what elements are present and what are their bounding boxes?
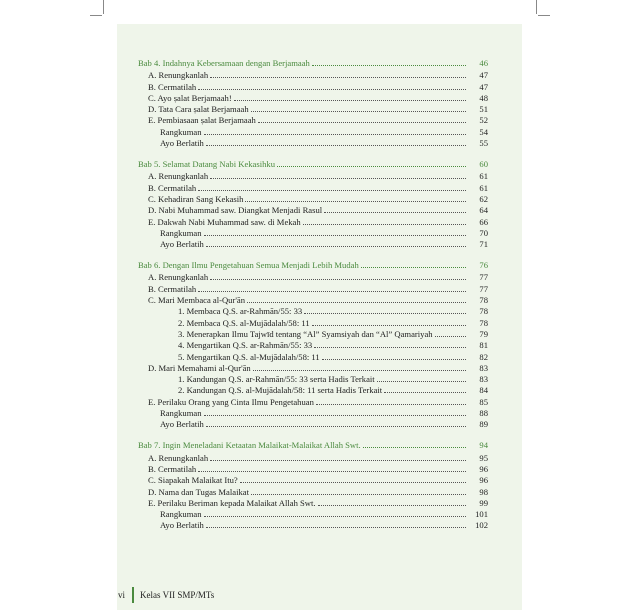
toc-entry bbox=[138, 385, 488, 396]
toc-entry bbox=[138, 351, 488, 362]
toc-entry bbox=[138, 374, 488, 385]
entry-label: C. Mari Membaca al-Qur'ān bbox=[148, 295, 245, 306]
entry-label: E. Perilaku Orang yang Cinta Ilmu Pengetahuan bbox=[148, 396, 314, 407]
dot-leader bbox=[210, 178, 466, 179]
entry-label: 4. Mengartikan Q.S. ar-Rahmān/55: 33 bbox=[178, 340, 313, 351]
page-number: 52 bbox=[479, 115, 488, 126]
dot-leader bbox=[204, 134, 466, 135]
dot-leader bbox=[198, 89, 466, 90]
toc-entry bbox=[138, 363, 488, 374]
page-number: 79 bbox=[479, 328, 488, 339]
page-number: 48 bbox=[479, 92, 488, 103]
toc-entry bbox=[138, 272, 488, 283]
dot-leader bbox=[206, 246, 466, 247]
toc-entry bbox=[138, 498, 488, 509]
toc-entry bbox=[138, 295, 488, 306]
entry-label: E. Pembiasaan ṣalat Berjamaah bbox=[148, 115, 256, 126]
toc-entry bbox=[138, 239, 488, 250]
toc-entry bbox=[138, 329, 488, 340]
toc-entry bbox=[138, 205, 488, 216]
dot-leader bbox=[204, 415, 466, 416]
page-number: 84 bbox=[479, 385, 488, 396]
page-number: 61 bbox=[479, 182, 488, 193]
page-number: 62 bbox=[479, 193, 488, 204]
toc-entry bbox=[138, 486, 488, 497]
page-number: 77 bbox=[479, 272, 488, 283]
dot-leader bbox=[234, 100, 466, 101]
toc-entry bbox=[138, 182, 488, 193]
entry-label: E. Dakwah Nabi Muhammad saw. di Mekah bbox=[148, 216, 301, 227]
toc-entry bbox=[138, 452, 488, 463]
dot-leader bbox=[251, 111, 466, 112]
chapter-title-row bbox=[138, 440, 488, 451]
dot-leader bbox=[247, 302, 466, 303]
entry-label: 3. Menerapkan Ilmu Tajwīd tentang “Al” Syamsiyah dan “Al” Qamariyah bbox=[178, 328, 433, 339]
page-number: 82 bbox=[479, 351, 488, 362]
page-number: 77 bbox=[479, 283, 488, 294]
dot-leader bbox=[303, 224, 466, 225]
toc-entry bbox=[138, 126, 488, 137]
page-number: 47 bbox=[479, 70, 488, 81]
toc-entry bbox=[138, 317, 488, 328]
dot-leader bbox=[312, 65, 466, 66]
chapter-title: Bab 4. Indahnya Kebersamaan dengan Berjamaah bbox=[138, 58, 310, 68]
entry-label: A. Renungkanlah bbox=[148, 171, 209, 182]
entry-label: Rangkuman bbox=[160, 408, 202, 419]
toc-entry bbox=[138, 228, 488, 239]
entry-label: Rangkuman bbox=[160, 126, 202, 137]
toc-entry bbox=[138, 115, 488, 126]
crop-mark bbox=[103, 0, 104, 14]
dot-leader bbox=[316, 404, 466, 405]
dot-leader bbox=[198, 291, 466, 292]
entry-label: B. Cermatilah bbox=[148, 283, 197, 294]
entry-label: 5. Mengartikan Q.S. al-Mujādalah/58: 11 bbox=[178, 351, 320, 362]
dot-leader bbox=[312, 325, 466, 326]
dot-leader bbox=[324, 212, 466, 213]
toc-entry bbox=[138, 104, 488, 115]
page-number: 51 bbox=[479, 104, 488, 115]
page-number: 102 bbox=[475, 520, 488, 531]
dot-leader bbox=[204, 516, 466, 517]
dot-leader bbox=[314, 347, 466, 348]
dot-leader bbox=[204, 235, 466, 236]
dot-leader bbox=[245, 201, 466, 202]
entry-label: D. Nama dan Tugas Malaikat bbox=[148, 486, 249, 497]
page-number: 64 bbox=[479, 205, 488, 216]
toc-entry bbox=[138, 306, 488, 317]
page-number: 47 bbox=[479, 81, 488, 92]
entry-label: B. Cermatilah bbox=[148, 463, 197, 474]
page-number: 54 bbox=[479, 126, 488, 137]
entry-label: D. Tata Cara ṣalat Berjamaah bbox=[148, 104, 249, 115]
crop-mark bbox=[536, 0, 537, 14]
dot-leader bbox=[198, 190, 466, 191]
crop-mark bbox=[90, 15, 102, 16]
page-number: 55 bbox=[479, 138, 488, 149]
entry-label: C. Kehadiran Sang Kekasih bbox=[148, 193, 244, 204]
toc-entry bbox=[138, 419, 488, 430]
dot-leader bbox=[377, 381, 466, 382]
crop-mark bbox=[538, 15, 550, 16]
entry-label: A. Renungkanlah bbox=[148, 272, 209, 283]
page-footer bbox=[118, 585, 214, 605]
toc-entry bbox=[138, 509, 488, 520]
dot-leader bbox=[206, 527, 466, 528]
dot-leader bbox=[253, 370, 466, 371]
toc-entry bbox=[138, 408, 488, 419]
chapter-4 bbox=[138, 58, 488, 149]
page-number: 76 bbox=[479, 260, 488, 271]
chapter-title-row bbox=[138, 58, 488, 69]
dot-leader bbox=[206, 426, 466, 427]
dot-leader bbox=[384, 392, 466, 393]
page-number: 61 bbox=[479, 171, 488, 182]
page-number: 70 bbox=[479, 227, 488, 238]
dot-leader bbox=[322, 359, 466, 360]
toc-entry bbox=[138, 70, 488, 81]
page-number: 66 bbox=[479, 216, 488, 227]
dot-leader bbox=[361, 267, 466, 268]
dot-leader bbox=[210, 460, 466, 461]
page-number: 78 bbox=[479, 317, 488, 328]
page-number: 83 bbox=[479, 362, 488, 373]
toc-entry bbox=[138, 216, 488, 227]
page-number: 96 bbox=[479, 463, 488, 474]
dot-leader bbox=[363, 447, 466, 448]
table-of-contents bbox=[138, 58, 488, 541]
dot-leader bbox=[304, 313, 466, 314]
page-number: 89 bbox=[479, 419, 488, 430]
entry-label: A. Renungkanlah bbox=[148, 452, 209, 463]
toc-entry bbox=[138, 283, 488, 294]
entry-label: Ayo Berlatih bbox=[160, 419, 204, 430]
toc-entry bbox=[138, 396, 488, 407]
footer-divider bbox=[132, 587, 134, 603]
toc-entry bbox=[138, 81, 488, 92]
chapter-6 bbox=[138, 260, 488, 430]
chapter-title: Bab 5. Selamat Datang Nabi Kekasihku bbox=[138, 159, 275, 170]
toc-entry bbox=[138, 93, 488, 104]
entry-label: Ayo Berlatih bbox=[160, 239, 204, 250]
entry-label: 1. Kandungan Q.S. ar-Rahmān/55: 33 serta Hadis Terkait bbox=[178, 374, 375, 385]
entry-label: C. Siapakah Malaikat Itu? bbox=[148, 475, 238, 486]
page-number: 85 bbox=[479, 396, 488, 407]
dot-leader bbox=[251, 494, 466, 495]
entry-label: 2. Kandungan Q.S. al-Mujādalah/58: 11 serta Hadis Terkait bbox=[178, 385, 383, 396]
entry-label: 2. Membaca Q.S. al-Mujādalah/58: 11 bbox=[178, 317, 310, 328]
footer-page-number: vi bbox=[118, 590, 126, 600]
chapter-5 bbox=[138, 159, 488, 250]
page-number: 94 bbox=[479, 440, 488, 451]
page-number: 88 bbox=[479, 408, 488, 419]
dot-leader bbox=[210, 77, 466, 78]
entry-label: B. Cermatilah bbox=[148, 182, 197, 193]
page-number: 95 bbox=[479, 452, 488, 463]
entry-label: D. Nabi Muhammad saw. Diangkat Menjadi Rasul bbox=[148, 205, 323, 216]
chapter-title-row bbox=[138, 260, 488, 271]
entry-label: D. Mari Memahami al-Qur'ān bbox=[148, 362, 251, 373]
toc-entry bbox=[138, 138, 488, 149]
dot-leader bbox=[210, 279, 466, 280]
page-number: 99 bbox=[479, 497, 488, 508]
chapter-title: Bab 6. Dengan Ilmu Pengetahuan Semua Menjadi Lebih Mudah bbox=[138, 260, 359, 271]
toc-entry bbox=[138, 464, 488, 475]
page-number: 101 bbox=[475, 509, 488, 520]
entry-label: B. Cermatilah bbox=[148, 81, 197, 92]
footer-book-label: Kelas VII SMP/MTs bbox=[140, 590, 215, 600]
entry-label: E. Perilaku Beriman kepada Malaikat Allah Swt. bbox=[148, 497, 316, 508]
entry-label: C. Ayo ṣalat Berjamaah! bbox=[148, 92, 232, 103]
toc-entry bbox=[138, 340, 488, 351]
entry-label: Rangkuman bbox=[160, 509, 202, 520]
dot-leader bbox=[240, 482, 466, 483]
dot-leader bbox=[198, 471, 466, 472]
toc-entry bbox=[138, 475, 488, 486]
page-number: 96 bbox=[479, 475, 488, 486]
page-number: 81 bbox=[479, 340, 488, 351]
chapter-7 bbox=[138, 440, 488, 531]
entry-label: Ayo Berlatih bbox=[160, 520, 204, 531]
dot-leader bbox=[206, 145, 466, 146]
dot-leader bbox=[318, 505, 466, 506]
page-number: 60 bbox=[479, 159, 488, 170]
toc-entry bbox=[138, 520, 488, 531]
dot-leader bbox=[435, 336, 466, 337]
chapter-title: Bab 7. Ingin Meneladani Ketaatan Malaikat-Malaikat Allah Swt. bbox=[138, 440, 361, 451]
toc-entry bbox=[138, 171, 488, 182]
dot-leader bbox=[277, 166, 466, 167]
page-number: 46 bbox=[479, 58, 488, 68]
page-number: 71 bbox=[479, 239, 488, 250]
page-number: 78 bbox=[479, 295, 488, 306]
chapter-title-row bbox=[138, 159, 488, 170]
entry-label: 1. Membaca Q.S. ar-Rahmān/55: 33 bbox=[178, 306, 303, 317]
dot-leader bbox=[258, 122, 466, 123]
entry-label: Rangkuman bbox=[160, 227, 202, 238]
page-number: 83 bbox=[479, 374, 488, 385]
entry-label: A. Renungkanlah bbox=[148, 70, 209, 81]
entry-label: Ayo Berlatih bbox=[160, 138, 204, 149]
page-number: 98 bbox=[479, 486, 488, 497]
page-number: 78 bbox=[479, 306, 488, 317]
toc-entry bbox=[138, 194, 488, 205]
